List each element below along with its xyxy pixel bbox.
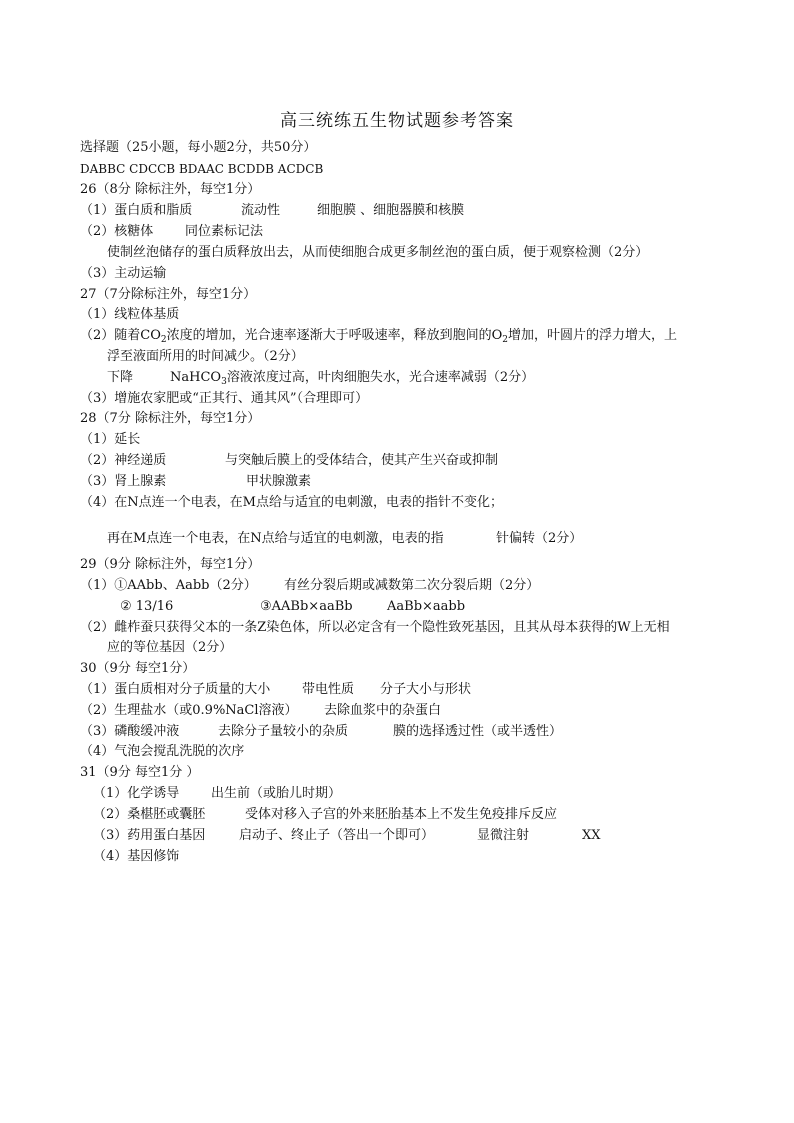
q27-line3: 浮至液面所用的时间减少。（2分） — [107, 349, 304, 364]
q28-3-b: 甲状腺激素 — [246, 474, 312, 489]
q29-header: 29（9分 除标注外，每空1分） — [80, 557, 261, 572]
q28-5-b: 针偏转（2分） — [496, 531, 583, 546]
q26-line4: （3）主动运输 — [80, 266, 167, 281]
q27-header: 27（7分除标注外，每空1分） — [80, 287, 257, 302]
q31-line4: （4）基因修饰 — [93, 849, 180, 864]
q29-line3: （2）雌柞蚕只获得父本的一条Z染色体，所以必定含有一个隐性致死基因，且其从母本获得的W上无相 — [80, 620, 670, 635]
q31-2-a: （2）桑椹胚或囊胚 — [93, 807, 206, 822]
q27-line1: （1）线粒体基质 — [80, 307, 180, 322]
q29-1-b: 有丝分裂后期或减数第二次分裂后期（2分） — [284, 578, 540, 593]
q29-2-a: ② 13/16 — [120, 599, 174, 614]
q29-1-a: （1）①AAbb、Aabb（2分） — [80, 578, 257, 593]
q28-header: 28（7分 除标注外，每空1分） — [80, 411, 261, 426]
q27-line5: （3）增施农家肥或“正其行、通其风”（合理即可） — [80, 391, 369, 406]
q26-1-a: （1）蛋白质和脂质 — [80, 203, 193, 218]
q26-2-b: 同位素标记法 — [185, 224, 264, 239]
q27-4-b: NaHCO$_3$溶液浓度过高，叶肉细胞失水，光合速率减弱（2分） — [170, 370, 535, 387]
q26-line3: 使制丝泡储存的蛋白质释放出去，从而使细胞合成更多制丝泡的蛋白质，便于观察检测（2分） — [107, 245, 649, 260]
q28-2-b: 与突触后膜上的受体结合，使其产生兴奋或抑制 — [225, 453, 499, 468]
q31-3-d: XX — [582, 828, 601, 843]
choice-answers: DABBC CDCCB BDAAC BCDDB ACDCB — [80, 162, 324, 176]
q29-2-b: ③AABb×aaBb — [260, 599, 353, 614]
q31-3-b: 启动子、终止子（答出一个即可） — [239, 828, 435, 843]
q31-1-a: （1）化学诱导 — [93, 786, 180, 801]
choice-header: 选择题（25小题，每小题2分，共50分） — [80, 140, 317, 155]
q30-1-a: （1）蛋白质相对分子质量的大小 — [80, 682, 271, 697]
q28-5-a: 再在M点连一个电表，在N点给与适宜的电刺激，电表的指 — [107, 531, 444, 546]
q30-line4: （4）气泡会搅乱洗脱的次序 — [80, 744, 245, 759]
q26-1-b: 流动性 — [241, 203, 281, 218]
q28-line4: （4）在N点连一个电表，在M点给与适宜的电刺激，电表的指针不变化； — [80, 495, 503, 510]
q26-1-c: 细胞膜 、细胞器膜和核膜 — [317, 203, 465, 218]
q30-2-a: （2）生理盐水（或0.9%NaCl溶液） — [80, 703, 298, 718]
q30-3-b: 去除分子量较小的杂质 — [218, 724, 349, 739]
q31-1-b: 出生前（或胎儿时期） — [211, 786, 342, 801]
q30-header: 30（9分 每空1分） — [80, 661, 196, 676]
q30-2-b: 去除血浆中的杂蛋白 — [324, 703, 442, 718]
q31-2-b: 受体对移入子宫的外来胚胎基本上不发生免疫排斥反应 — [245, 807, 558, 822]
q30-3-c: 膜的选择透过性（或半透性） — [393, 724, 563, 739]
q30-1-c: 分子大小与形状 — [380, 682, 472, 697]
q30-1-b: 带电性质 — [302, 682, 355, 697]
q28-2-a: （2）神经递质 — [80, 453, 167, 468]
q29-2-c: AaBb×aabb — [387, 599, 466, 614]
q31-3-a: （3）药用蛋白基因 — [93, 828, 206, 843]
q26-2-a: （2）核糖体 — [80, 224, 154, 239]
q31-3-c: 显微注射 — [477, 828, 530, 843]
q30-3-a: （3）磷酸缓冲液 — [80, 724, 180, 739]
q29-line4: 应的等位基因（2分） — [107, 640, 233, 655]
q31-header: 31（9分 每空1分 ） — [80, 765, 200, 780]
q27-line2: （2）随着$CO_2$浓度的增加，光合速率逐渐大于呼吸速率，释放到胞间的$O_2$增加，叶圆片的浮力增大，上 — [80, 328, 678, 345]
q28-line1: （1）延长 — [80, 432, 141, 447]
q26-header: 26（8分 除标注外，每空1分） — [80, 182, 261, 197]
document-title: 高三统练五生物试题参考答案 — [280, 111, 514, 131]
q27-4-a: 下降 — [107, 370, 134, 385]
q28-3-a: （3）肾上腺素 — [80, 474, 167, 489]
